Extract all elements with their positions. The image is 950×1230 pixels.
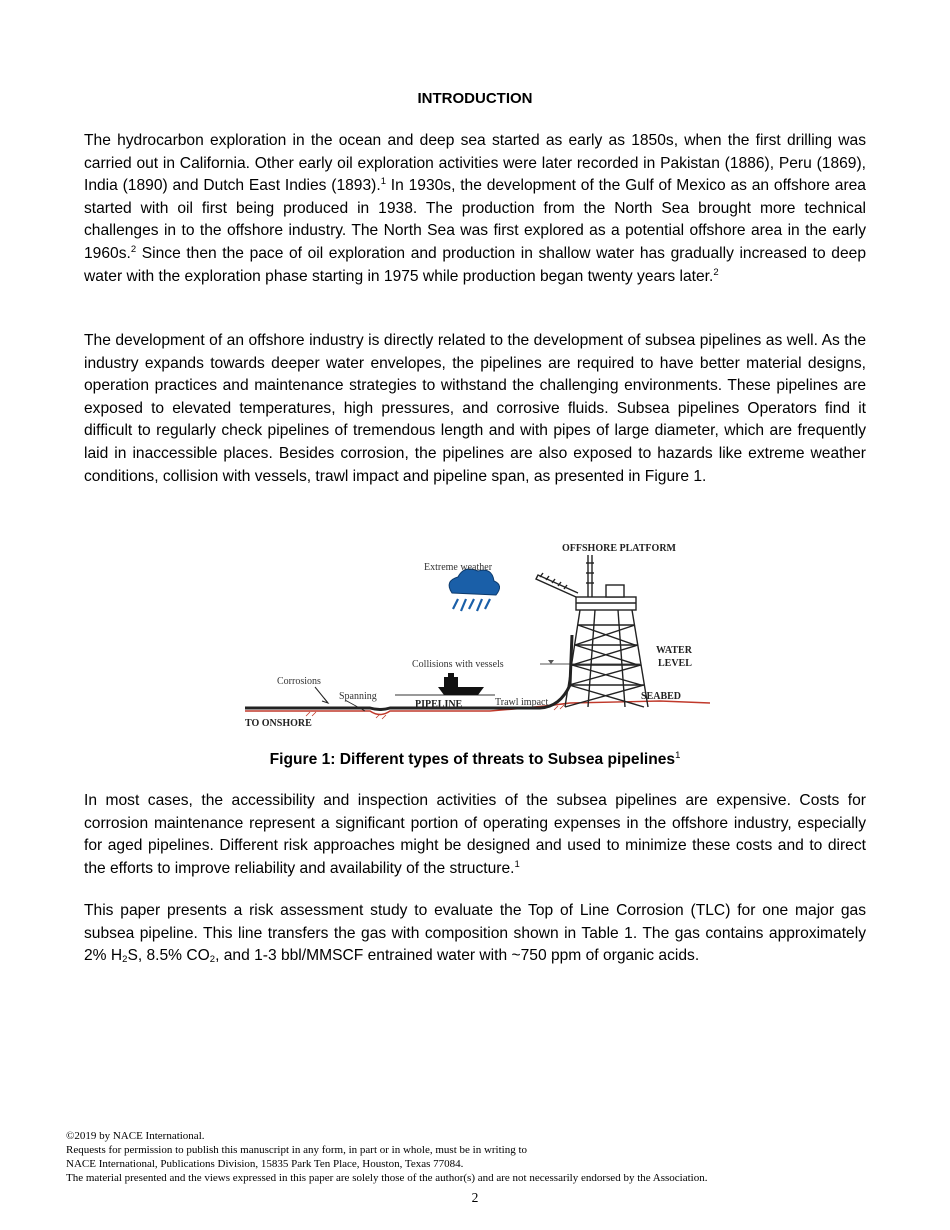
paragraph-text: Since then the pace of oil exploration and production in shallow water has gradually increased to deep water with the exploration phase starting in 1975 while production began twenty years later. <box>84 244 866 285</box>
reference-superscript: 1 <box>675 750 681 761</box>
label-collisions: Collisions with vessels <box>412 659 504 670</box>
footer-line: NACE International, Publications Division, 15835 Park Ten Place, Houston, Texas 77084. <box>66 1158 464 1170</box>
paragraph-history <box>84 130 866 288</box>
paragraph-costs <box>84 790 866 880</box>
reference-superscript: 1 <box>514 858 520 870</box>
figure-pipeline-threats <box>240 535 710 735</box>
paragraph-text: This paper presents a risk assessment study to evaluate the Top of Line Corrosion (TLC) for one major gas subsea pipeline. This line transfers the gas with composition shown in Table 1. The gas contains approximately 2% H <box>84 902 866 965</box>
label-offshore-platform: OFFSHORE PLATFORM <box>562 543 676 554</box>
footer-line: Requests for permission to publish this manuscript in any form, in part or in whole, must be in writing to <box>66 1144 528 1156</box>
section-heading: INTRODUCTION <box>417 90 533 107</box>
label-seabed: SEABED <box>641 691 682 702</box>
footer-line: The material presented and the views expressed in this paper are solely those of the author(s) and are not necessarily endorsed by the Association. <box>66 1172 708 1184</box>
paragraph-text: S, 8.5% CO <box>127 947 210 965</box>
rain-cloud-icon <box>449 569 499 611</box>
corrosion-arrow-head-icon <box>322 698 328 703</box>
page-number: 2 <box>471 1190 479 1205</box>
paragraph-text: In 1930s, the development of the Gulf of Mexico as an offshore area started with oil first being produced in 1938. The production from the North Sea brought more technical challenges in to the offshore industry. The North Sea was first explored as a potential offshore area in the early 1960s. <box>84 177 866 262</box>
figure-caption <box>0 751 950 769</box>
figure-diagram <box>240 535 710 735</box>
reference-superscript: 2 <box>713 266 719 278</box>
label-corrosions: Corrosions <box>277 676 321 687</box>
label-extreme-weather: Extreme weather <box>424 562 493 573</box>
paragraph-text: The hydrocarbon exploration in the ocean and deep sea started as early as 1850s, when the first drilling was carried out in California. Other early oil exploration activities were later recorded in Pakistan (1886), Peru (1869), India (1890) and Dutch East Indies (1893). <box>84 132 866 195</box>
footer-line: ©2019 by NACE International. <box>66 1130 205 1142</box>
copyright-footer <box>66 1129 886 1185</box>
paragraph-development: The development of an offshore industry is directly related to the development of subsea pipelines as well. As the industry expands towards deeper water envelopes, the pipelines are required to have better material designs, operation practices and maintenance strategies to withstand the challenging environments. These pipelines are exposed to elevated temperatures, high pressures, and corrosive fluids. Subsea pipelines Operators find it difficult to regularly check pipelines of tremendous length and with pipes of large diameter, which are frequently laid in inaccessible places. Besides corrosion, the pipelines are also exposed to hazards like extreme weather conditions, collision with vessels, trawl impact and pipeline span, as presented in Figure 1. <box>84 332 866 485</box>
paragraph-scope <box>84 900 866 968</box>
label-spanning: Spanning <box>339 691 377 702</box>
label-pipeline: PIPELINE <box>415 699 463 710</box>
label-trawl-impact: Trawl impact <box>495 697 549 708</box>
vessel-icon <box>438 673 484 695</box>
paragraph-text: In most cases, the accessibility and inspection activities of the subsea pipelines are expensive. Costs for corrosion maintenance represent a significant portion of operating expenses in the offshore industry, especially for aged pipelines. Different risk approaches might be designed and used to minimize these costs and to direct the efforts to improve reliability and availability of the structure. <box>84 792 866 877</box>
reference-superscript: 2 <box>130 243 137 255</box>
label-level: LEVEL <box>658 658 692 669</box>
water-level-marker-icon <box>548 660 554 664</box>
label-water: WATER <box>656 645 692 656</box>
label-to-onshore: TO ONSHORE <box>245 718 312 729</box>
paragraph-text: , and 1-3 bbl/MMSCF entrained water with ~750 ppm of organic acids. <box>215 947 700 965</box>
caption-text: Figure 1: Different types of threats to Subsea pipelines <box>269 751 676 768</box>
subscript: 2 <box>122 954 128 966</box>
reference-superscript: 1 <box>380 176 386 188</box>
offshore-platform-icon <box>536 555 648 707</box>
subscript: 2 <box>209 954 216 966</box>
